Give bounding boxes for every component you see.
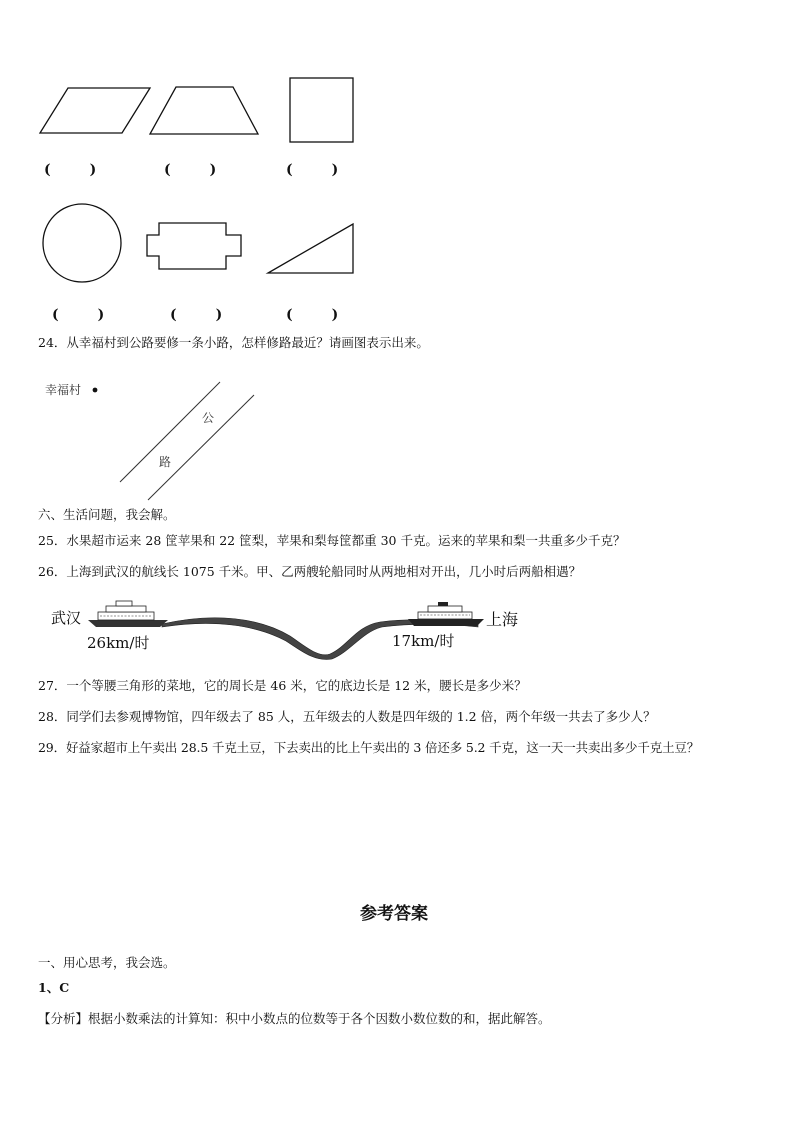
question-29: 29．好益家超市上午卖出 28.5 千克土豆，下去卖出的比上午卖出的 3 倍还多 5.2 千克，这一天一共卖出多少千克土豆？ [38,740,700,755]
blank-paren: ( ) [170,307,223,323]
left-speed-label: 26km/时 [87,634,150,652]
blank-paren: ( ) [44,162,97,178]
ship-left-icon [88,601,168,627]
answers-title: 参考答案 [360,904,428,924]
question-28: 28．同学们去参观博物馆，四年级去了 85 人，五年级去的人数是四年级的 1.2 倍，两个年级一共去了多少人？ [38,709,656,724]
blank-paren: ( ) [286,162,339,178]
answer-1: 1、C [38,980,70,995]
analysis-1: 【分析】根据小数乘法的计算知：积中小数点的位数等于各个因数小数位数的和，据此解答。 [38,1011,551,1026]
question-27: 27．一个等腰三角形的菜地，它的周长是 46 米，它的底边长是 12 米，腰长是多少米？ [38,678,527,693]
blank-paren: ( ) [164,162,217,178]
answers-section-1: 一、用心思考，我会选。 [38,955,176,970]
ship-right-icon [408,602,484,626]
question-24: 24．从幸福村到公路要修一条小路，怎样修路最近？请画图表示出来。 [38,335,429,350]
road-label-char: 路 [159,455,172,469]
question-25: 25．水果超市运来 28 筐苹果和 22 筐梨，苹果和梨每筐都重 30 千克。运来的苹果和梨一共重多少千克？ [38,533,626,548]
right-speed-label: 17km/时 [392,632,455,650]
blank-paren: ( ) [286,307,339,323]
section-6-heading: 六、生活问题，我会解。 [38,507,176,522]
left-city-label: 武汉 [51,609,82,627]
blank-paren: ( ) [52,307,105,323]
right-city-label: 上海 [486,610,519,629]
road-label-char: 公 [202,411,215,425]
question-26: 26．上海到武汉的航线长 1075 千米。甲、乙两艘轮船同时从两地相对开出，几小时后两船相遇？ [38,564,582,579]
village-label: 幸福村 [45,383,82,397]
